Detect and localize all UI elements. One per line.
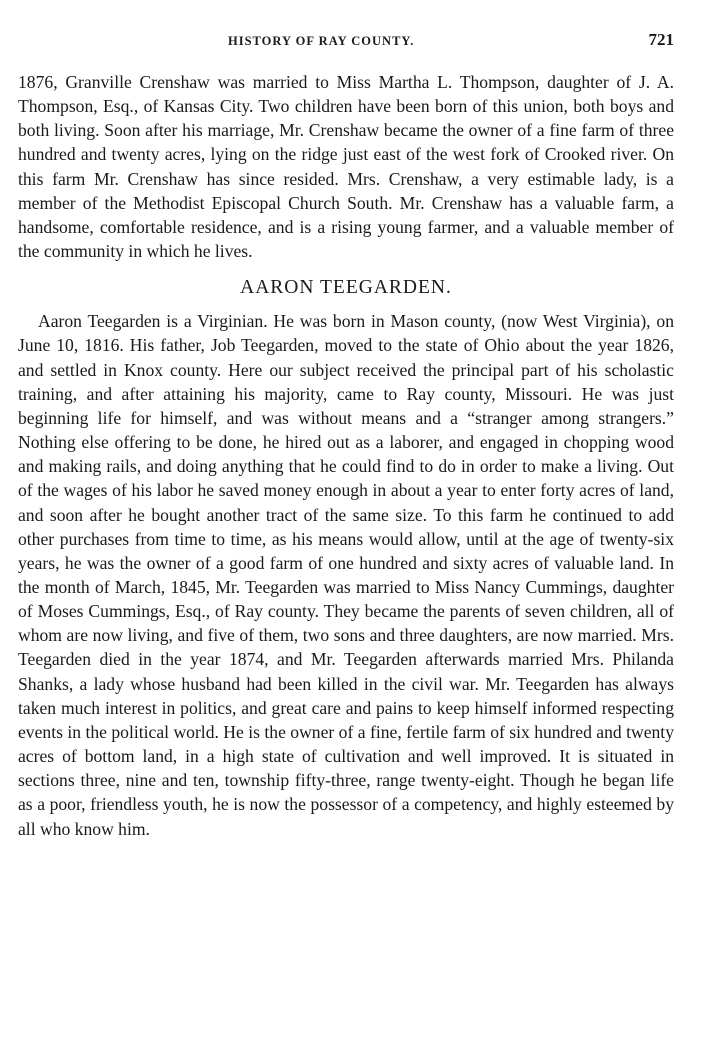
biography-paragraph: Aaron Teegarden is a Virginian. He was born in Mason county, (now West Virginia), on June 10, 1816. His father, Job Teegarden, moved to the state of Ohio about the year 1826, and settled in Knox county. Here our subject received the principal part of his scholastic training, and after attaining his majority, came to Ray county, Missouri. He was just beginning life for himself, and was without means and a “stranger among strangers.” Nothing else offering to be done, he hired out as a laborer, and engaged in chopping wood and making rails, and doing anything that he could find to do in order to make a living. Out of the wages of his labor he saved money enough in about a year to enter forty acres of land, and soon after he bought another tract of the same size. To this farm he continued to add other purchases from time to time, as his means would allow, until at the age of twenty-six years, he was the owner of a good farm of one hundred and sixty acres of valuable land. In the month of March, 1845, Mr. Teegarden was married to Miss Nancy Cummings, daughter of Moses Cummings, Esq., of Ray county. They became the parents of seven children, all of whom are now living, and five of them, two sons and three daughters, are now married. Mrs. Teegarden died in the year 1874, and Mr. Teegarden afterwards married Mrs. Philanda Shanks, a lady whose husband had been killed in the civil war. Mr. Teegarden has always taken much interest in politics, and great care and pains to keep himself informed respecting events in the political world. He is the owner of a fine, fertile farm of six hundred and twenty acres of bottom land, in a high state of cultivation and well improved. It is situated in sections three, nine and ten, township fifty-three, range twenty-eight. Though he began life as a poor, friendless youth, he is now the possessor of a competency, and highly esteemed by all who know him.: [18, 311, 674, 839]
running-title: HISTORY OF RAY COUNTY.: [228, 34, 415, 48]
page-number: 721: [648, 30, 674, 49]
book-page: [18, 0, 674, 841]
section-heading: AARON TEEGARDEN.: [240, 277, 452, 299]
running-head: [18, 0, 674, 70]
continued-paragraph: 1876, Granville Crenshaw was married to Miss Martha L. Thompson, daughter of J. A. Thompson, Esq., of Kansas City. Two children have been born of this union, both boys and both living. Soon after his marriage, Mr. Crenshaw became the owner of a fine farm of three hundred and twenty acres, lying on the ridge just east of the west fork of Crooked river. On this farm Mr. Crenshaw has since resided. Mrs. Crenshaw, a very estimable lady, is a member of the Methodist Episcopal Church South. Mr. Crenshaw has a valuable farm, a handsome, comfortable residence, and is a rising young farmer, and a valuable member of the community in which he lives.: [18, 72, 674, 262]
